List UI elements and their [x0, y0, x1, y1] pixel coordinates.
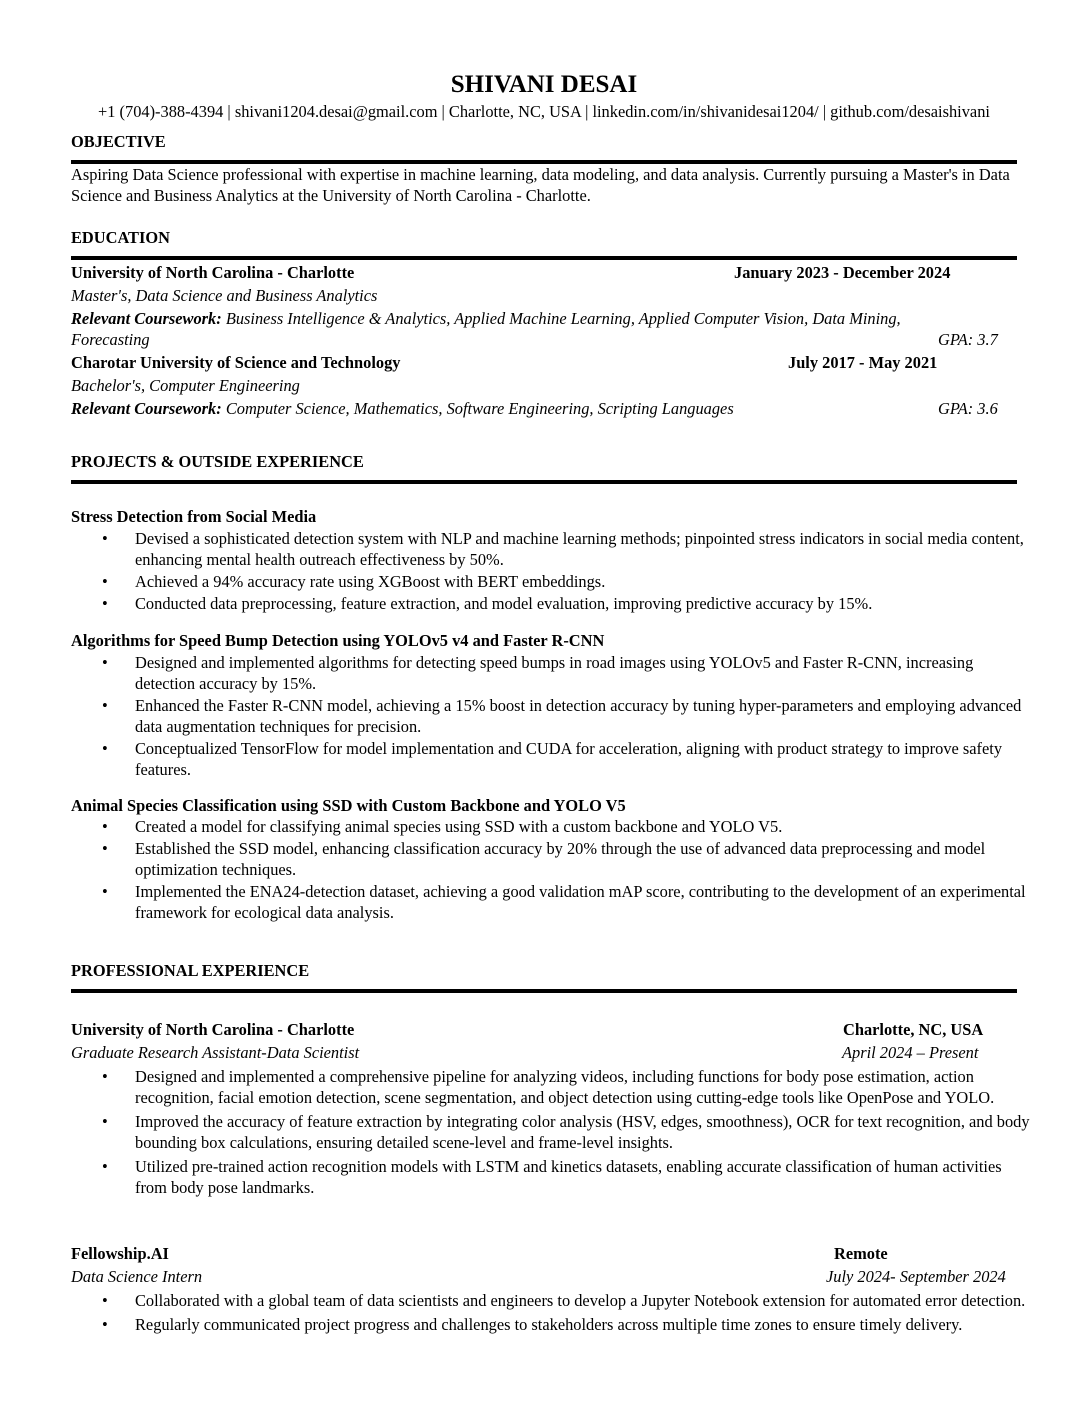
- list-item: • Achieved a 94% accuracy rate using XGBoost with BERT embeddings.: [102, 572, 606, 591]
- list-item: • Regularly communicated project progress and challenges to stakeholders across multiple time zones to ensure timely delivery.: [102, 1315, 963, 1334]
- project-bullets: [0, 652, 1030, 781]
- objective-heading: OBJECTIVE: [71, 132, 166, 151]
- education-heading: EDUCATION: [71, 228, 170, 247]
- education-degree: Master's, Data Science and Business Analytics: [71, 286, 378, 305]
- list-item: • Enhanced the Faster R-CNN model, achieving a 15% boost in detection accuracy by tuning hyper-parameters and employing advanced data augmentation techniques for precision.: [102, 696, 1022, 736]
- list-item: • Conceptualized TensorFlow for model implementation and CUDA for acceleration, aligning with product strategy to improve safety features.: [102, 739, 1003, 779]
- job-org: University of North Carolina - Charlotte: [71, 1020, 355, 1039]
- list-item: • Conducted data preprocessing, feature extraction, and model evaluation, improving predictive accuracy by 15%.: [102, 594, 873, 613]
- education-dates: July 2017 - May 2021: [788, 353, 938, 372]
- projects-heading: PROJECTS & OUTSIDE EXPERIENCE: [71, 452, 364, 471]
- list-item: • Implemented the ENA24-detection dataset, achieving a good validation mAP score, contributing to the development of an experimental framework for ecological data analysis.: [102, 882, 1026, 922]
- job-dates: April 2024 – Present: [842, 1043, 979, 1062]
- job-dates: July 2024- September 2024: [826, 1267, 1006, 1286]
- education-coursework: [71, 308, 901, 329]
- job-role: Graduate Research Assistant-Data Scientist: [71, 1043, 360, 1062]
- job-org: Fellowship.AI: [71, 1244, 169, 1263]
- job-location: Remote: [834, 1244, 888, 1263]
- job-role: Data Science Intern: [71, 1267, 203, 1286]
- project-bullets: [0, 816, 1030, 924]
- list-item: • Designed and implemented a comprehensive pipeline for analyzing videos, including functions for body pose estimation, action recognition, facial emotion detection, scene segmentation, and object detection using cutting-edge tools like OpenPose and YOLO.: [102, 1067, 995, 1107]
- coursework-list-continued: Forecasting: [71, 330, 150, 349]
- section-divider: [71, 480, 1017, 484]
- experience-heading: PROFESSIONAL EXPERIENCE: [71, 961, 310, 980]
- job-location: Charlotte, NC, USA: [843, 1020, 984, 1039]
- list-item: • Established the SSD model, enhancing classification accuracy by 20% through the use of advanced data preprocessing and model optimization techniques.: [102, 839, 986, 879]
- project-bullets: [0, 528, 1030, 615]
- project-title: Animal Species Classification using SSD with Custom Backbone and YOLO V5: [71, 796, 626, 815]
- coursework-list: Computer Science, Mathematics, Software Engineering, Scripting Languages: [225, 399, 734, 418]
- coursework-label: Relevant Coursework:: [71, 399, 222, 418]
- job-bullets: [0, 1066, 1030, 1199]
- list-item: • Utilized pre-trained action recognition models with LSTM and kinetics datasets, enabling accurate classification of human activities from body pose landmarks.: [102, 1157, 1002, 1197]
- objective-text: Aspiring Data Science professional with expertise in machine learning, data modeling, and data analysis. Currently pursuing a Master's in Data Science and Business Analytics at the University of North Carolina - Charlotte.: [71, 165, 1010, 205]
- education-degree: Bachelor's, Computer Engineering: [71, 376, 300, 395]
- coursework-label: Relevant Coursework:: [71, 309, 222, 328]
- section-divider: [71, 989, 1017, 993]
- list-item: • Collaborated with a global team of data scientists and engineers to develop a Jupyter Notebook extension for automated error detection.: [102, 1291, 1026, 1310]
- education-institution: University of North Carolina - Charlotte: [71, 263, 355, 282]
- education-institution: Charotar University of Science and Technology: [71, 353, 401, 372]
- education-dates: January 2023 - December 2024: [734, 263, 951, 282]
- project-title: Stress Detection from Social Media: [71, 507, 317, 526]
- project-title: Algorithms for Speed Bump Detection using YOLOv5 v4 and Faster R-CNN: [71, 631, 605, 650]
- candidate-name: SHIVANI DESAI: [450, 71, 638, 98]
- coursework-list: Business Intelligence & Analytics, Applied Machine Learning, Applied Computer Vision, Data Mining,: [225, 309, 901, 328]
- education-gpa: GPA: 3.6: [938, 399, 998, 418]
- section-divider: [71, 256, 1017, 260]
- list-item: • Created a model for classifying animal species using SSD with a custom backbone and YOLO V5.: [102, 817, 783, 836]
- list-item: • Designed and implemented algorithms for detecting speed bumps in road images using YOLOv5 and Faster R-CNN, increasing detection accuracy by 15%.: [102, 653, 974, 693]
- education-coursework: [71, 398, 734, 419]
- job-bullets: [0, 1290, 1030, 1336]
- contact-line: +1 (704)-388-4394 | shivani1204.desai@gmail.com | Charlotte, NC, USA | linkedin.com/in/shivanidesai1204/ | github.com/desaishivani: [98, 102, 990, 121]
- list-item: • Improved the accuracy of feature extraction by integrating color analysis (HSV, edges, smoothness), OCR for text recognition, and body bounding box calculations, ensuring detailed scene-level and frame-level insights.: [102, 1112, 1030, 1152]
- education-gpa: GPA: 3.7: [938, 330, 998, 349]
- list-item: • Devised a sophisticated detection system with NLP and machine learning methods; pinpointed stress indicators in social media content, enhancing mental health outreach effectiveness by 50%.: [102, 529, 1024, 569]
